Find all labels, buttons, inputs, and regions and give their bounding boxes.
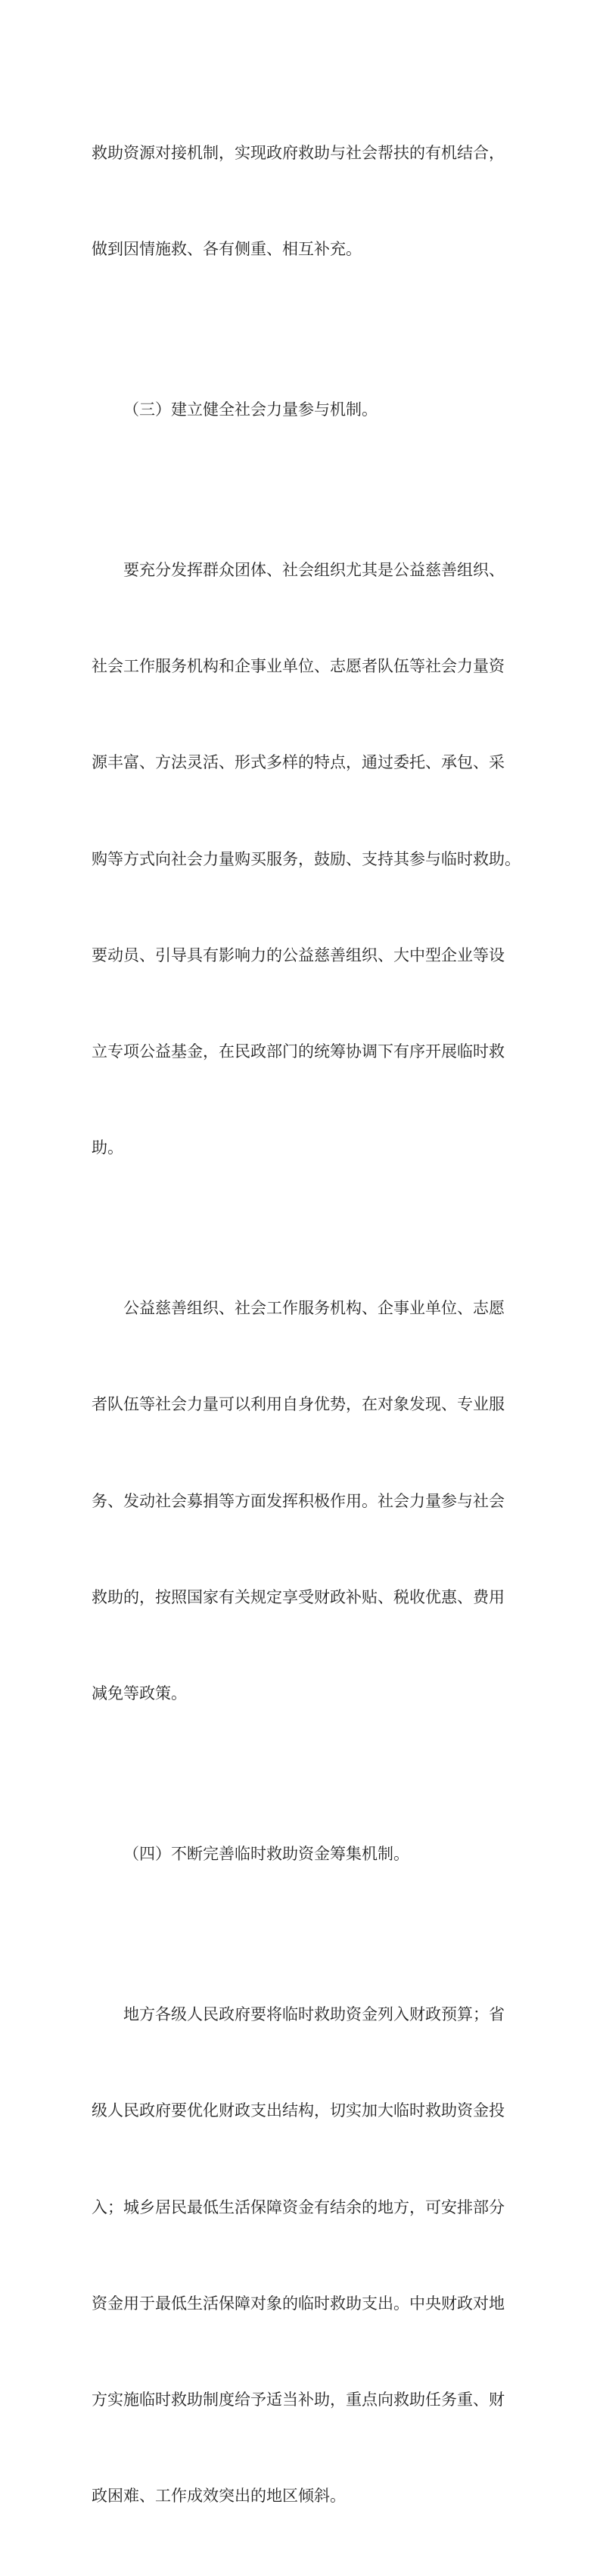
text-line: 者队伍等社会力量可以利用自身优势，在对象发现、专业服: [92, 1395, 505, 1414]
text-line: 地方各级人民政府要将临时救助资金列入财政预算；省: [123, 2005, 505, 2024]
text-line: 务、发动社会募捐等方面发挥积极作用。社会力量参与社会: [92, 1491, 505, 1510]
text-line: 方实施临时救助制度给予适当补助，重点向救助任务重、财: [92, 2390, 505, 2409]
text-line: 级人民政府要优化财政支出结构，切实加大临时救助资金投: [92, 2101, 505, 2120]
text-line: 入；城乡居民最低生活保障资金有结余的地方，可安排部分: [92, 2198, 505, 2216]
section-heading-text: （三）建立健全社会力量参与机制。: [123, 400, 378, 419]
text-line: 做到因情施救、各有侧重、相互补充。: [92, 240, 362, 259]
document-body: [92, 73, 521, 2576]
text-line: 救助资源对接机制，实现政府救助与社会帮扶的有机结合，: [92, 143, 505, 162]
text-line: 社会工作服务机构和企事业单位、志愿者队伍等社会力量资: [92, 657, 505, 676]
text-line: 公益慈善组织、社会工作服务机构、企事业单位、志愿: [123, 1299, 505, 1318]
text-line: 要动员、引导具有影响力的公益慈善组织、大中型企业等设: [92, 945, 505, 964]
text-line: 源丰富、方法灵活、形式多样的特点，通过委托、承包、采: [92, 753, 505, 772]
text-line: 购等方式向社会力量购买服务，鼓励、支持其参与临时救助。: [92, 849, 521, 868]
paragraph-social-forces: [92, 490, 521, 1228]
text-line: 政困难、工作成效突出的地区倾斜。: [92, 2487, 346, 2506]
text-line: 资金用于最低生活保障对象的临时救助支出。中央财政对地: [92, 2294, 505, 2313]
text-line: 助。: [92, 1138, 123, 1157]
section-heading-4: [92, 1774, 509, 1934]
paragraph-charity-role: [92, 1228, 509, 1774]
text-line: 立专项公益基金，在民政部门的统筹协调下有序开展临时救: [92, 1042, 505, 1061]
paragraph-funding: [92, 1934, 509, 2576]
section-heading-3: [92, 329, 509, 490]
text-line: 减免等政策。: [92, 1684, 187, 1703]
paragraph-continuation: [92, 73, 509, 329]
text-line: 要充分发挥群众团体、社会组织尤其是公益慈善组织、: [123, 561, 505, 580]
section-heading-text: （四）不断完善临时救助资金筹集机制。: [123, 1845, 409, 1864]
text-line: 救助的，按照国家有关规定享受财政补贴、税收优惠、费用: [92, 1587, 505, 1606]
